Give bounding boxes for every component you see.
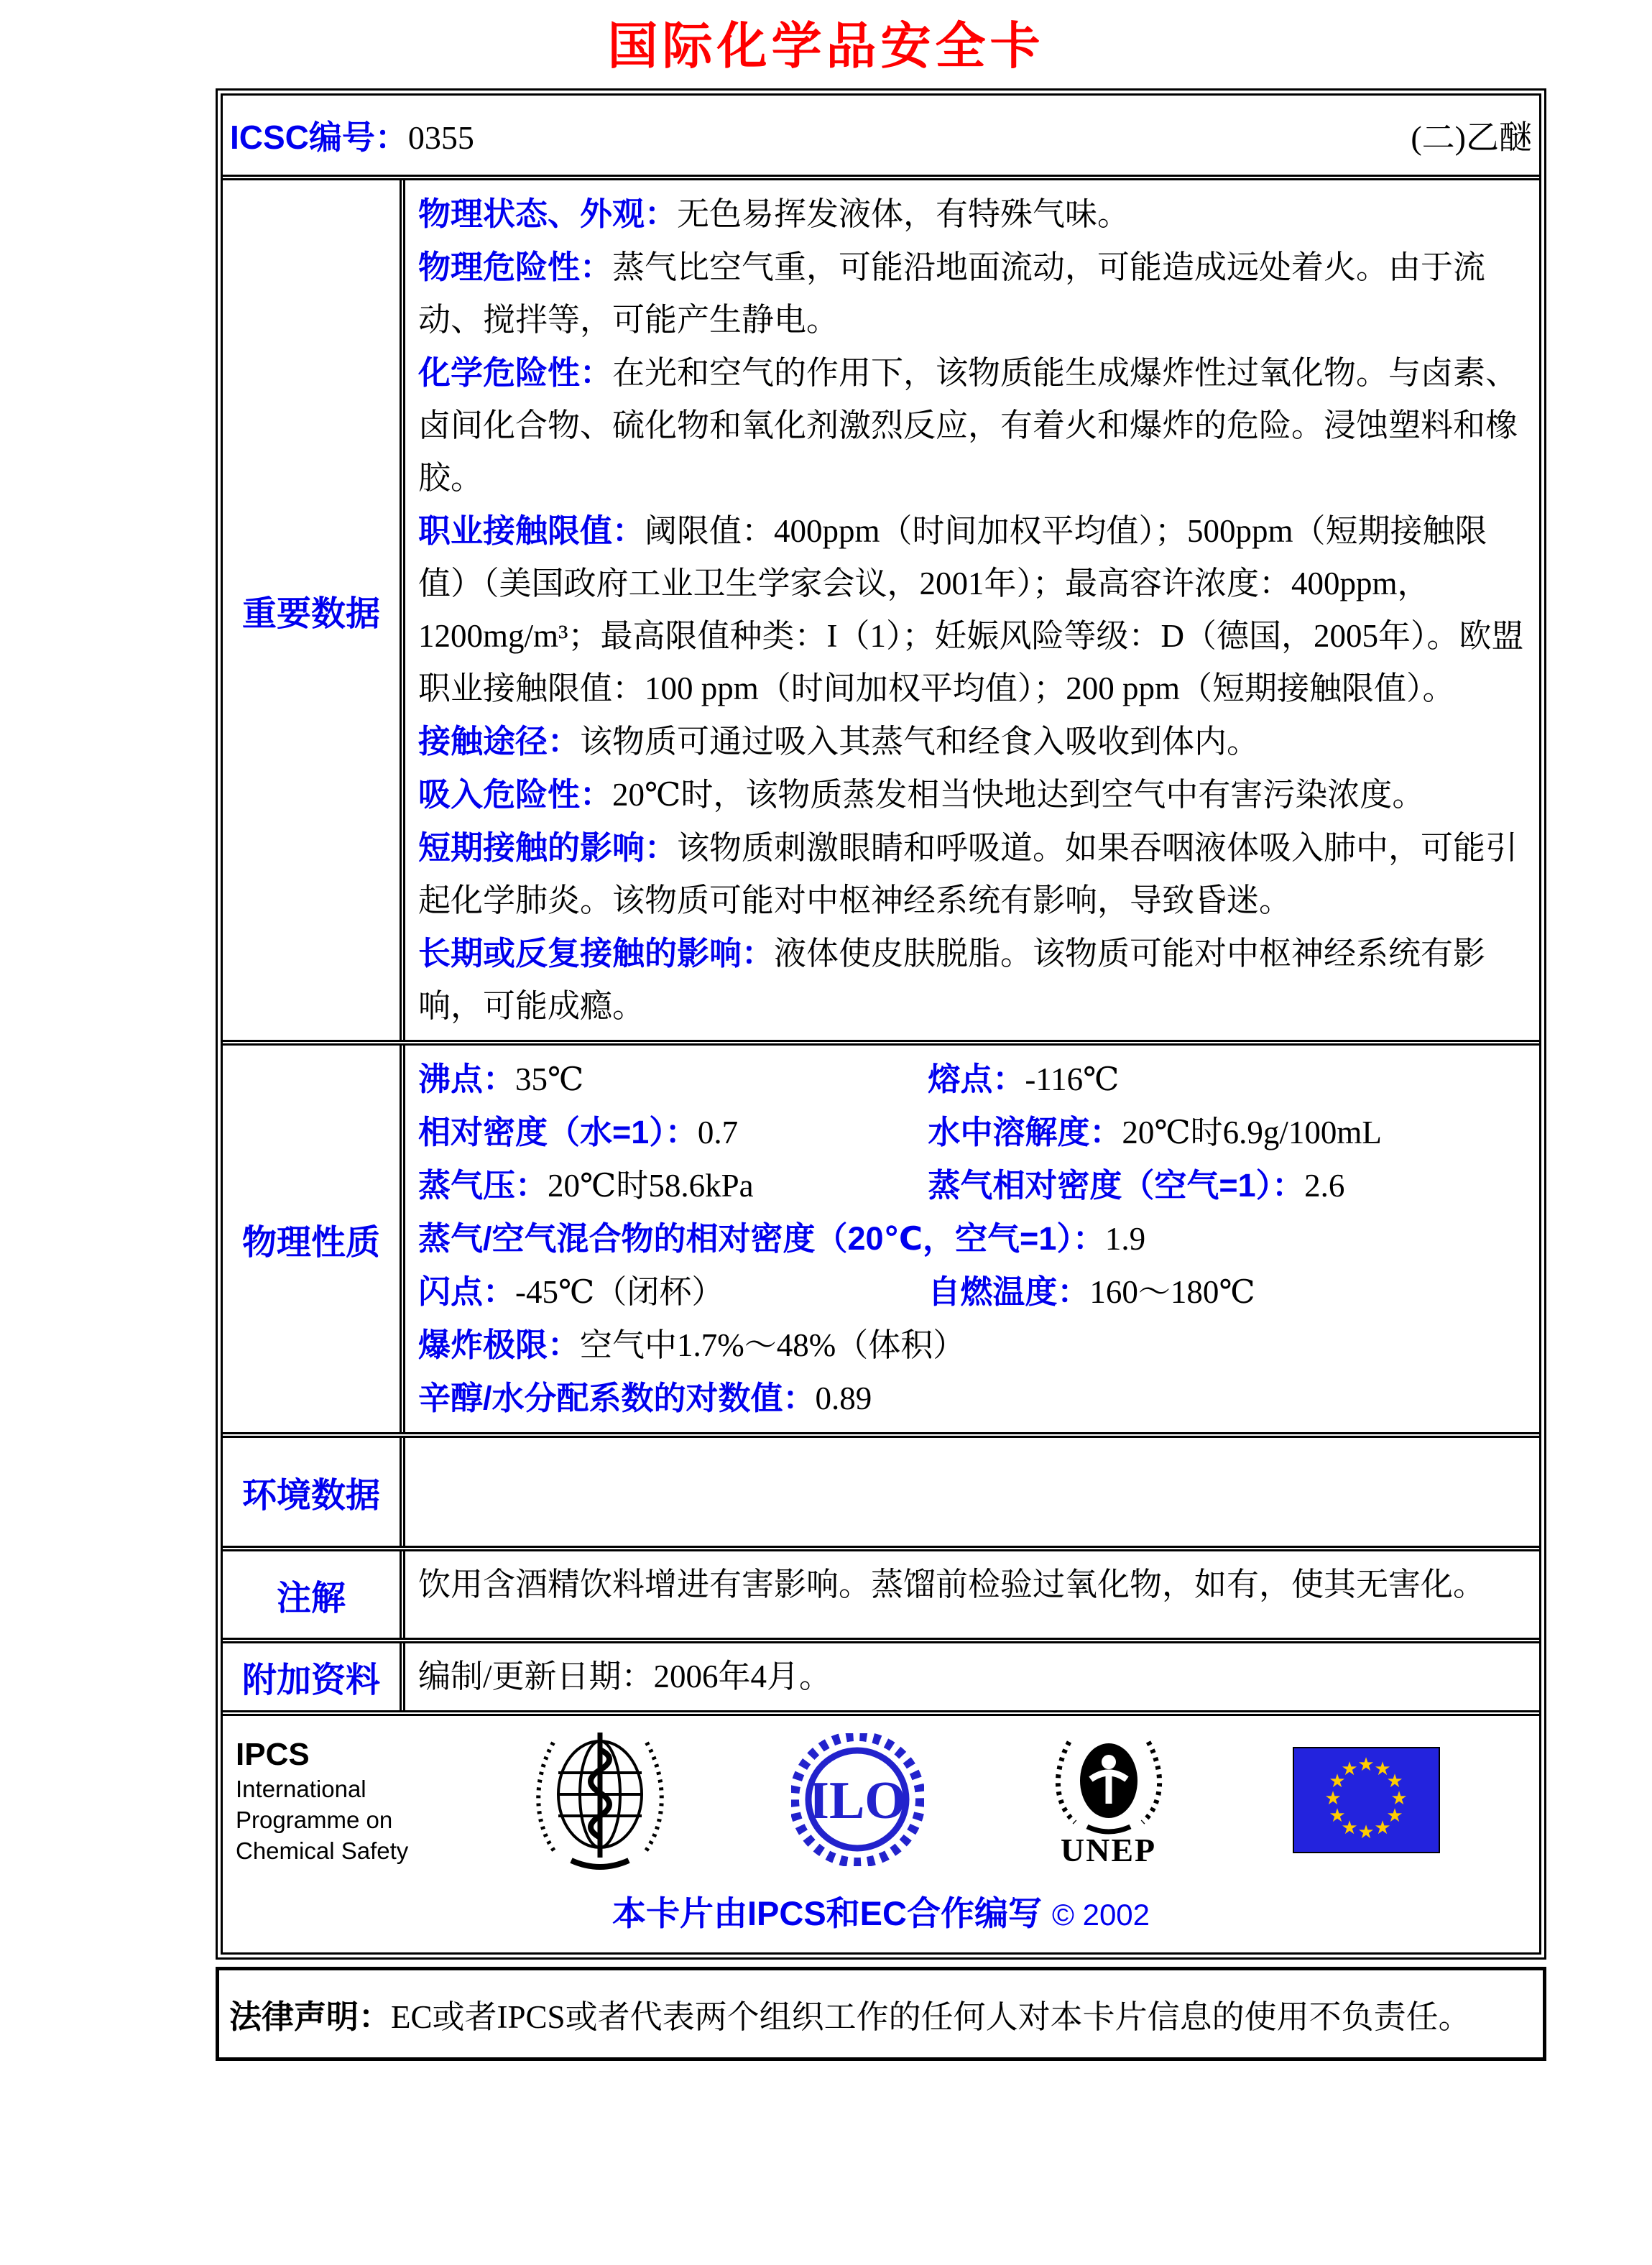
svg-text:★: ★ xyxy=(1374,1817,1391,1839)
item-label: 物理状态、外观： xyxy=(418,195,678,232)
property xyxy=(928,1159,1526,1212)
item-label: 物理危险性： xyxy=(418,249,613,285)
ipcs-title: IPCS xyxy=(236,1737,310,1773)
important-data-item xyxy=(418,188,1526,241)
property-value: 0.89 xyxy=(815,1380,872,1416)
property xyxy=(418,1159,928,1212)
important-data-item xyxy=(418,504,1526,715)
item-text: 在光和空气的作用下，该物质能生成爆炸性过氧化物。与卤素、卤间化合物、硫化物和氧化剂激烈反应，有着火和爆炸的危险。浸蚀塑料和橡胶。 xyxy=(418,355,1518,496)
section-label-additional-info: 附加资料 xyxy=(223,1643,405,1710)
svg-text:★: ★ xyxy=(1390,1787,1408,1809)
item-text: 蒸气比空气重，可能沿地面流动，可能造成远处着火。由于流动、搅拌等，可能产生静电。 xyxy=(418,249,1486,338)
property xyxy=(418,1265,928,1319)
section-label-environmental-data: 环境数据 xyxy=(223,1438,405,1546)
notes-row xyxy=(223,1546,1539,1638)
section-label-physical-properties: 物理性质 xyxy=(223,1046,405,1432)
credit-line xyxy=(236,1877,1526,1947)
icsc-number-value: 0355 xyxy=(407,119,474,156)
item-text: 该物质刺激眼睛和呼吸道。如果吞咽液体吸入肺中，可能引起化学肺炎。该物质可能对中枢神经系统有影响，导致昏迷。 xyxy=(418,830,1518,918)
environmental-data-content xyxy=(405,1438,1539,1546)
property-label: 水中溶解度： xyxy=(928,1114,1122,1150)
property xyxy=(418,1106,928,1159)
ipcs-subtitle-line3: Chemical Safety xyxy=(236,1837,409,1864)
ipcs-subtitle-line1: International xyxy=(236,1776,366,1803)
item-text: 该物质可通过吸入其蒸气和经食入吸收到体内。 xyxy=(580,724,1260,760)
important-data-item xyxy=(418,715,1526,768)
property xyxy=(928,1053,1526,1106)
property-label: 爆炸极限： xyxy=(418,1327,581,1363)
logos-row xyxy=(223,1710,1539,1952)
property-label: 蒸气/空气混合物的相对密度（20℃，空气=1）： xyxy=(418,1220,1105,1257)
important-data-content xyxy=(405,180,1539,1040)
property-value: -45℃（闭杯） xyxy=(515,1274,724,1310)
item-label: 接触途径： xyxy=(418,723,581,760)
property xyxy=(928,1265,1526,1319)
unep-emblem-icon xyxy=(1048,1735,1170,1869)
header-row xyxy=(223,96,1539,175)
property xyxy=(418,1319,1526,1372)
eu-flag-icon xyxy=(1293,1747,1440,1857)
ipcs-text-block xyxy=(236,1736,408,1866)
item-label: 化学危险性： xyxy=(418,354,613,391)
legal-label: 法律声明： xyxy=(229,1998,392,2035)
unep-wordmark: UNEP xyxy=(1060,1831,1157,1868)
property-value: 1.9 xyxy=(1104,1221,1146,1257)
icsc-card-table xyxy=(216,88,1546,1960)
svg-text:★: ★ xyxy=(1386,1770,1403,1792)
property-value: 20℃时58.6kPa xyxy=(548,1168,754,1204)
property-label: 熔点： xyxy=(928,1061,1025,1097)
item-text: 液体使皮肤脱脂。该物质可能对中枢神经系统有影响，可能成瘾。 xyxy=(418,936,1486,1024)
property xyxy=(418,1212,1526,1265)
property-label: 闪点： xyxy=(418,1273,516,1310)
item-label: 短期接触的影响： xyxy=(418,829,678,866)
svg-text:★: ★ xyxy=(1357,1753,1375,1776)
property-label: 蒸气相对密度（空气=1）： xyxy=(928,1167,1305,1204)
important-data-row xyxy=(223,175,1539,1040)
section-label-notes: 注解 xyxy=(223,1551,405,1638)
svg-text:★: ★ xyxy=(1386,1804,1403,1827)
item-label: 职业接触限值： xyxy=(418,512,645,549)
item-text: 20℃时，该物质蒸发相当快地达到空气中有害污染浓度。 xyxy=(612,777,1425,813)
page-title: 国际化学品安全卡 xyxy=(607,19,1045,75)
svg-text:★: ★ xyxy=(1329,1770,1346,1792)
legal-text: EC或者IPCS或者代表两个组织工作的任何人对本卡片信息的使用不负责任。 xyxy=(391,1999,1471,2035)
item-label: 吸入危险性： xyxy=(418,776,613,813)
credit-text: 本卡片由IPCS和EC合作编写 xyxy=(612,1894,1042,1932)
property xyxy=(418,1053,928,1106)
ilo-letters: ILO xyxy=(808,1771,906,1830)
property xyxy=(928,1106,1526,1159)
important-data-item xyxy=(418,927,1526,1033)
svg-text:★: ★ xyxy=(1341,1758,1358,1780)
item-label: 长期或反复接触的影响： xyxy=(418,935,775,972)
ipcs-subtitle-line2: Programme on xyxy=(236,1806,393,1833)
copyright-text: © 2002 xyxy=(1051,1898,1150,1932)
property-value: 0.7 xyxy=(697,1115,739,1150)
svg-text:★: ★ xyxy=(1329,1804,1346,1827)
icsc-number-label: ICSC编号： xyxy=(230,119,408,156)
property-value: 空气中1.7%～48%（体积） xyxy=(580,1327,966,1363)
property-value: 160～180℃ xyxy=(1089,1274,1255,1310)
property-label: 相对密度（水=1）： xyxy=(418,1114,698,1150)
property-value: -116℃ xyxy=(1025,1061,1120,1097)
important-data-item xyxy=(418,768,1526,821)
icsc-number-group xyxy=(230,111,474,159)
important-data-item xyxy=(418,346,1526,504)
item-text: 无色易挥发液体，有特殊气味。 xyxy=(677,196,1130,232)
additional-info-row xyxy=(223,1638,1539,1710)
property-value: 20℃时6.9g/100mL xyxy=(1122,1115,1382,1150)
property-label: 蒸气压： xyxy=(418,1167,548,1204)
physical-properties-row xyxy=(223,1040,1539,1432)
who-emblem-icon xyxy=(532,1728,668,1876)
svg-text:★: ★ xyxy=(1341,1817,1358,1839)
property-value: 2.6 xyxy=(1304,1168,1345,1204)
important-data-item xyxy=(418,821,1526,927)
legal-disclaimer xyxy=(216,1967,1546,2061)
svg-text:★: ★ xyxy=(1357,1821,1375,1843)
property-label: 辛醇/水分配系数的对数值： xyxy=(418,1380,816,1416)
svg-text:★: ★ xyxy=(1324,1787,1342,1809)
item-text: 阈限值：400ppm（时间加权平均值）；500ppm（短期接触限值）（美国政府工业卫生学家会议，2001年）；最高容许浓度：400ppm，1200mg/m³；最高限值种类：I（1）；妊娠风险等级：D（德国，2005年）。欧盟职业接触限值：100 ppm（时间加权平均值）；200 ppm（短期接触限值）。 xyxy=(418,513,1524,706)
additional-info-content: 编制/更新日期：2006年4月。 xyxy=(418,1659,832,1694)
ilo-emblem-icon xyxy=(791,1733,924,1870)
property-label: 沸点： xyxy=(418,1061,516,1097)
property-value: 35℃ xyxy=(515,1061,584,1097)
physical-properties-content xyxy=(405,1046,1539,1432)
important-data-item xyxy=(418,241,1526,346)
environmental-data-row xyxy=(223,1432,1539,1546)
notes-content: 饮用含酒精饮料增进有害影响。蒸馏前检验过氧化物，如有，使其无害化。 xyxy=(418,1567,1486,1602)
logos-strip xyxy=(236,1726,1526,1877)
property xyxy=(418,1372,1526,1425)
chemical-name: (二)乙醚 xyxy=(1411,119,1532,156)
section-label-important-data: 重要数据 xyxy=(223,180,405,1040)
svg-text:★: ★ xyxy=(1374,1758,1391,1780)
property-label: 自燃温度： xyxy=(928,1273,1090,1310)
